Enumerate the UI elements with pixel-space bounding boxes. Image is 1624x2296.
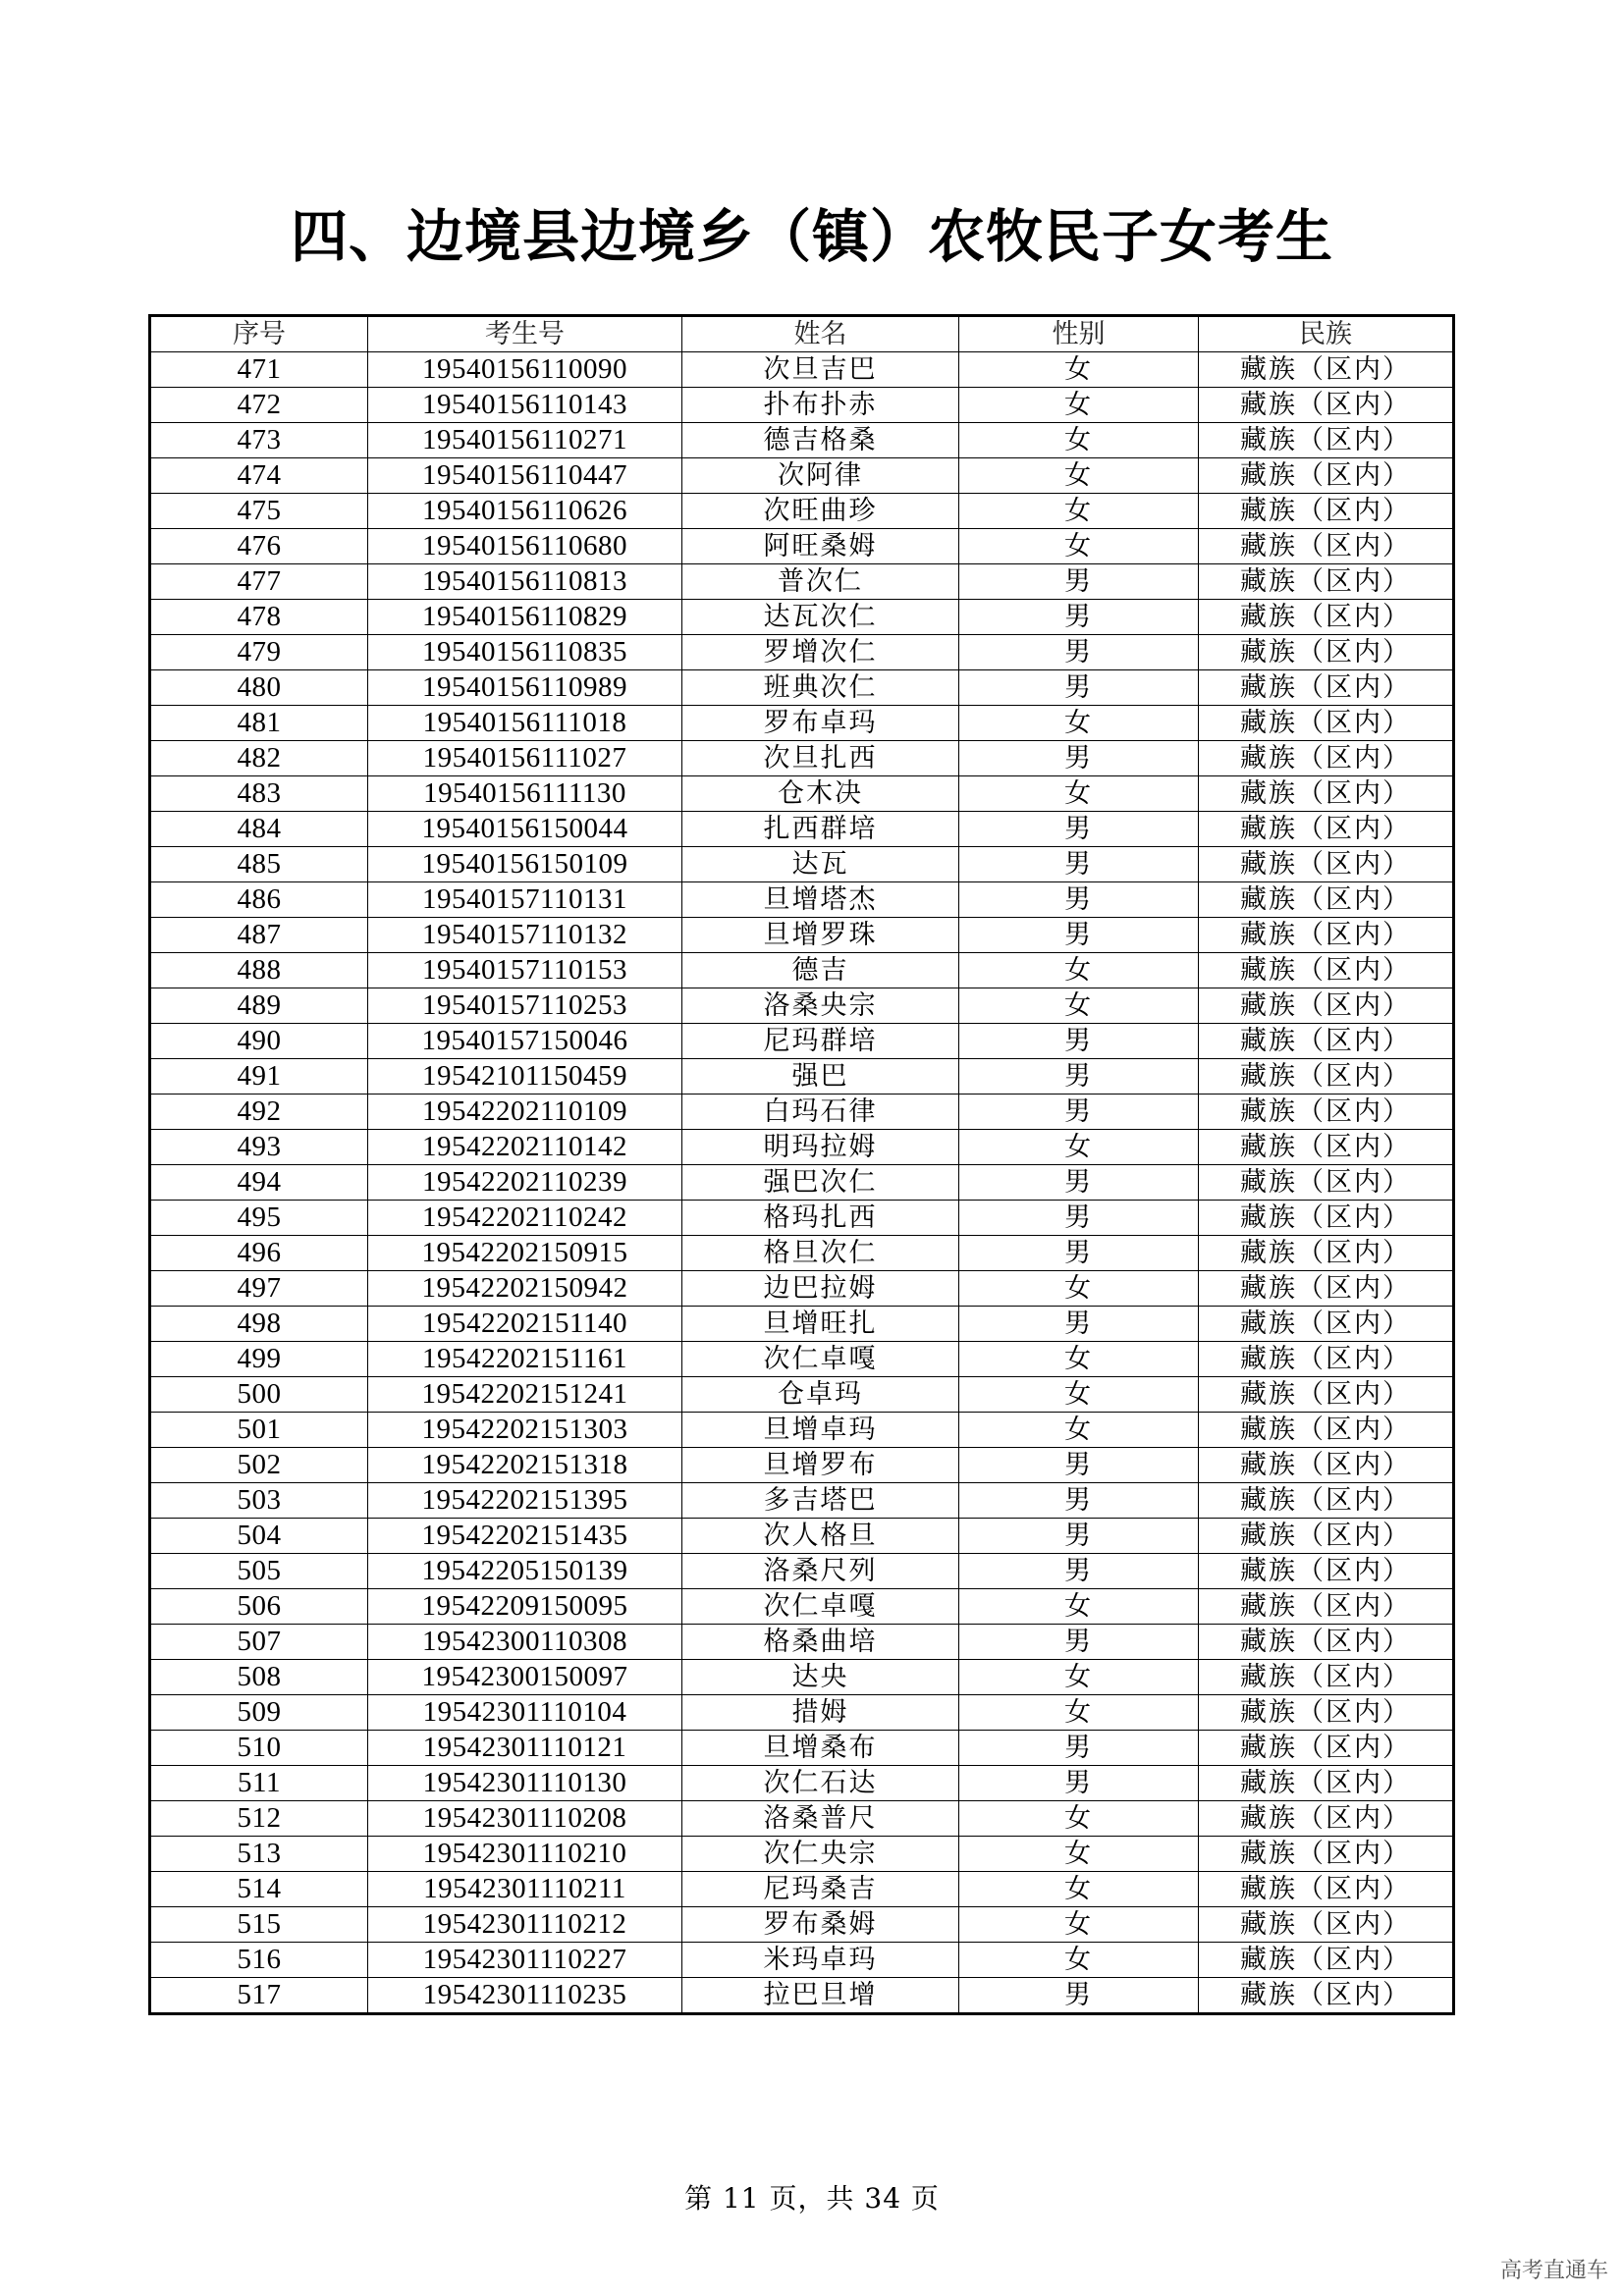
cell-name: 尼玛桑吉 xyxy=(682,1872,959,1907)
cell-ethnicity: 藏族（区内） xyxy=(1199,1271,1454,1307)
cell-serial-number: 498 xyxy=(150,1307,368,1342)
cell-candidate-id: 19542202150942 xyxy=(368,1271,682,1307)
cell-candidate-id: 19542209150095 xyxy=(368,1589,682,1625)
cell-candidate-id: 19542101150459 xyxy=(368,1059,682,1095)
cell-serial-number: 517 xyxy=(150,1978,368,2014)
cell-gender: 女 xyxy=(959,1837,1199,1872)
cell-ethnicity: 藏族（区内） xyxy=(1199,1448,1454,1483)
cell-serial-number: 474 xyxy=(150,458,368,494)
table-row xyxy=(150,1024,1454,1059)
cell-serial-number: 471 xyxy=(150,352,368,388)
cell-serial-number: 497 xyxy=(150,1271,368,1307)
table-row xyxy=(150,1271,1454,1307)
cell-serial-number: 495 xyxy=(150,1201,368,1236)
cell-candidate-id: 19540156111027 xyxy=(368,741,682,776)
cell-gender: 女 xyxy=(959,494,1199,529)
cell-candidate-id: 19540156111130 xyxy=(368,776,682,812)
table-row xyxy=(150,423,1454,458)
table-row xyxy=(150,1342,1454,1377)
cell-name: 达瓦 xyxy=(682,847,959,882)
cell-gender: 男 xyxy=(959,1766,1199,1801)
cell-candidate-id: 19540157110253 xyxy=(368,988,682,1024)
cell-gender: 女 xyxy=(959,1342,1199,1377)
cell-ethnicity: 藏族（区内） xyxy=(1199,706,1454,741)
table-row xyxy=(150,1413,1454,1448)
cell-candidate-id: 19542202151435 xyxy=(368,1519,682,1554)
cell-serial-number: 514 xyxy=(150,1872,368,1907)
cell-gender: 女 xyxy=(959,352,1199,388)
cell-gender: 女 xyxy=(959,458,1199,494)
table-row xyxy=(150,1731,1454,1766)
cell-candidate-id: 19542301110208 xyxy=(368,1801,682,1837)
cell-candidate-id: 19542202151395 xyxy=(368,1483,682,1519)
cell-ethnicity: 藏族（区内） xyxy=(1199,352,1454,388)
cell-ethnicity: 藏族（区内） xyxy=(1199,1943,1454,1978)
cell-gender: 女 xyxy=(959,1801,1199,1837)
cell-serial-number: 489 xyxy=(150,988,368,1024)
cell-serial-number: 503 xyxy=(150,1483,368,1519)
cell-gender: 男 xyxy=(959,600,1199,635)
table-row xyxy=(150,1695,1454,1731)
cell-ethnicity: 藏族（区内） xyxy=(1199,1342,1454,1377)
cell-ethnicity: 藏族（区内） xyxy=(1199,918,1454,953)
table-row xyxy=(150,1095,1454,1130)
table-row xyxy=(150,1130,1454,1165)
cell-name: 多吉塔巴 xyxy=(682,1483,959,1519)
table-row xyxy=(150,1943,1454,1978)
table-row xyxy=(150,1660,1454,1695)
cell-candidate-id: 19542301110212 xyxy=(368,1907,682,1943)
page-number-footer: 第 11 页，共 34 页 xyxy=(684,2182,940,2215)
table-row xyxy=(150,1201,1454,1236)
cell-gender: 女 xyxy=(959,776,1199,812)
cell-candidate-id: 19542301110104 xyxy=(368,1695,682,1731)
cell-name: 罗布卓玛 xyxy=(682,706,959,741)
header-candidate-id: 考生号 xyxy=(368,316,682,352)
table-row xyxy=(150,1059,1454,1095)
cell-serial-number: 490 xyxy=(150,1024,368,1059)
cell-serial-number: 487 xyxy=(150,918,368,953)
cell-name: 达瓦次仁 xyxy=(682,600,959,635)
cell-name: 拉巴旦增 xyxy=(682,1978,959,2014)
cell-serial-number: 506 xyxy=(150,1589,368,1625)
cell-serial-number: 510 xyxy=(150,1731,368,1766)
candidate-table xyxy=(148,314,1455,2015)
table-row xyxy=(150,1377,1454,1413)
cell-serial-number: 472 xyxy=(150,388,368,423)
cell-name: 旦增卓玛 xyxy=(682,1413,959,1448)
table-row xyxy=(150,1307,1454,1342)
cell-ethnicity: 藏族（区内） xyxy=(1199,1766,1454,1801)
cell-ethnicity: 藏族（区内） xyxy=(1199,388,1454,423)
cell-name: 次旦吉巴 xyxy=(682,352,959,388)
cell-gender: 男 xyxy=(959,1236,1199,1271)
cell-candidate-id: 19540157110153 xyxy=(368,953,682,988)
cell-gender: 男 xyxy=(959,1625,1199,1660)
cell-serial-number: 516 xyxy=(150,1943,368,1978)
cell-name: 扑布扑赤 xyxy=(682,388,959,423)
cell-ethnicity: 藏族（区内） xyxy=(1199,1201,1454,1236)
table-row xyxy=(150,388,1454,423)
cell-ethnicity: 藏族（区内） xyxy=(1199,776,1454,812)
cell-serial-number: 504 xyxy=(150,1519,368,1554)
cell-name: 德吉 xyxy=(682,953,959,988)
cell-candidate-id: 19540156150044 xyxy=(368,812,682,847)
table-body xyxy=(150,352,1454,2014)
cell-ethnicity: 藏族（区内） xyxy=(1199,1377,1454,1413)
cell-candidate-id: 19540156110447 xyxy=(368,458,682,494)
cell-name: 仓木决 xyxy=(682,776,959,812)
cell-gender: 男 xyxy=(959,1554,1199,1589)
cell-ethnicity: 藏族（区内） xyxy=(1199,1801,1454,1837)
table-row xyxy=(150,741,1454,776)
cell-name: 格桑曲培 xyxy=(682,1625,959,1660)
cell-gender: 女 xyxy=(959,1943,1199,1978)
cell-candidate-id: 19542202150915 xyxy=(368,1236,682,1271)
table-row xyxy=(150,635,1454,670)
cell-serial-number: 484 xyxy=(150,812,368,847)
cell-gender: 女 xyxy=(959,1695,1199,1731)
cell-serial-number: 477 xyxy=(150,564,368,600)
cell-gender: 男 xyxy=(959,1978,1199,2014)
cell-name: 扎西群培 xyxy=(682,812,959,847)
cell-candidate-id: 19542202110239 xyxy=(368,1165,682,1201)
cell-serial-number: 483 xyxy=(150,776,368,812)
cell-gender: 男 xyxy=(959,1095,1199,1130)
table-row xyxy=(150,776,1454,812)
cell-serial-number: 500 xyxy=(150,1377,368,1413)
cell-serial-number: 502 xyxy=(150,1448,368,1483)
cell-ethnicity: 藏族（区内） xyxy=(1199,1130,1454,1165)
cell-ethnicity: 藏族（区内） xyxy=(1199,1059,1454,1095)
cell-name: 次仁卓嘎 xyxy=(682,1589,959,1625)
cell-name: 次仁央宗 xyxy=(682,1837,959,1872)
cell-gender: 男 xyxy=(959,1059,1199,1095)
cell-candidate-id: 19540156110835 xyxy=(368,635,682,670)
cell-name: 洛桑尺列 xyxy=(682,1554,959,1589)
cell-ethnicity: 藏族（区内） xyxy=(1199,1095,1454,1130)
cell-candidate-id: 19542202151318 xyxy=(368,1448,682,1483)
table-row xyxy=(150,458,1454,494)
cell-ethnicity: 藏族（区内） xyxy=(1199,1483,1454,1519)
cell-ethnicity: 藏族（区内） xyxy=(1199,847,1454,882)
cell-name: 洛桑普尺 xyxy=(682,1801,959,1837)
cell-ethnicity: 藏族（区内） xyxy=(1199,494,1454,529)
cell-name: 次旺曲珍 xyxy=(682,494,959,529)
cell-name: 旦增旺扎 xyxy=(682,1307,959,1342)
cell-gender: 男 xyxy=(959,1483,1199,1519)
cell-name: 仓卓玛 xyxy=(682,1377,959,1413)
cell-name: 旦增桑布 xyxy=(682,1731,959,1766)
cell-serial-number: 515 xyxy=(150,1907,368,1943)
cell-gender: 女 xyxy=(959,1130,1199,1165)
cell-gender: 女 xyxy=(959,1413,1199,1448)
cell-name: 罗增次仁 xyxy=(682,635,959,670)
cell-gender: 女 xyxy=(959,1872,1199,1907)
cell-name: 阿旺桑姆 xyxy=(682,529,959,564)
cell-ethnicity: 藏族（区内） xyxy=(1199,670,1454,706)
table-row xyxy=(150,988,1454,1024)
cell-ethnicity: 藏族（区内） xyxy=(1199,564,1454,600)
cell-serial-number: 486 xyxy=(150,882,368,918)
cell-gender: 男 xyxy=(959,741,1199,776)
cell-gender: 男 xyxy=(959,1165,1199,1201)
cell-name: 洛桑央宗 xyxy=(682,988,959,1024)
cell-name: 格玛扎西 xyxy=(682,1201,959,1236)
cell-ethnicity: 藏族（区内） xyxy=(1199,1165,1454,1201)
cell-ethnicity: 藏族（区内） xyxy=(1199,1837,1454,1872)
cell-gender: 男 xyxy=(959,1201,1199,1236)
cell-name: 班典次仁 xyxy=(682,670,959,706)
cell-ethnicity: 藏族（区内） xyxy=(1199,1307,1454,1342)
cell-serial-number: 480 xyxy=(150,670,368,706)
cell-candidate-id: 19542202110109 xyxy=(368,1095,682,1130)
cell-candidate-id: 19542300150097 xyxy=(368,1660,682,1695)
cell-ethnicity: 藏族（区内） xyxy=(1199,1907,1454,1943)
cell-serial-number: 479 xyxy=(150,635,368,670)
cell-ethnicity: 藏族（区内） xyxy=(1199,812,1454,847)
cell-name: 次阿律 xyxy=(682,458,959,494)
cell-gender: 男 xyxy=(959,1731,1199,1766)
cell-candidate-id: 19542202110142 xyxy=(368,1130,682,1165)
cell-gender: 男 xyxy=(959,882,1199,918)
cell-serial-number: 481 xyxy=(150,706,368,741)
cell-ethnicity: 藏族（区内） xyxy=(1199,1872,1454,1907)
cell-gender: 女 xyxy=(959,1589,1199,1625)
table-row xyxy=(150,1519,1454,1554)
cell-name: 次人格旦 xyxy=(682,1519,959,1554)
cell-gender: 女 xyxy=(959,953,1199,988)
cell-ethnicity: 藏族（区内） xyxy=(1199,600,1454,635)
cell-ethnicity: 藏族（区内） xyxy=(1199,1413,1454,1448)
table-row xyxy=(150,529,1454,564)
cell-candidate-id: 19542202151140 xyxy=(368,1307,682,1342)
cell-name: 旦增罗布 xyxy=(682,1448,959,1483)
cell-ethnicity: 藏族（区内） xyxy=(1199,1625,1454,1660)
cell-serial-number: 493 xyxy=(150,1130,368,1165)
cell-candidate-id: 19542301110211 xyxy=(368,1872,682,1907)
table-row xyxy=(150,1483,1454,1519)
cell-gender: 男 xyxy=(959,812,1199,847)
cell-candidate-id: 19540156110271 xyxy=(368,423,682,458)
cell-candidate-id: 19542202110242 xyxy=(368,1201,682,1236)
cell-ethnicity: 藏族（区内） xyxy=(1199,1978,1454,2014)
cell-ethnicity: 藏族（区内） xyxy=(1199,1519,1454,1554)
cell-name: 米玛卓玛 xyxy=(682,1943,959,1978)
cell-candidate-id: 19542301110227 xyxy=(368,1943,682,1978)
table-row xyxy=(150,1625,1454,1660)
cell-candidate-id: 19540156110829 xyxy=(368,600,682,635)
cell-name: 达央 xyxy=(682,1660,959,1695)
cell-gender: 女 xyxy=(959,706,1199,741)
cell-name: 措姆 xyxy=(682,1695,959,1731)
cell-name: 明玛拉姆 xyxy=(682,1130,959,1165)
cell-gender: 女 xyxy=(959,1660,1199,1695)
cell-gender: 女 xyxy=(959,1907,1199,1943)
table-row xyxy=(150,1907,1454,1943)
cell-name: 旦增塔杰 xyxy=(682,882,959,918)
cell-serial-number: 507 xyxy=(150,1625,368,1660)
cell-gender: 女 xyxy=(959,1271,1199,1307)
cell-serial-number: 492 xyxy=(150,1095,368,1130)
cell-ethnicity: 藏族（区内） xyxy=(1199,882,1454,918)
cell-candidate-id: 19540157110131 xyxy=(368,882,682,918)
cell-candidate-id: 19540156150109 xyxy=(368,847,682,882)
cell-candidate-id: 19542301110235 xyxy=(368,1978,682,2014)
cell-serial-number: 473 xyxy=(150,423,368,458)
cell-serial-number: 509 xyxy=(150,1695,368,1731)
cell-serial-number: 513 xyxy=(150,1837,368,1872)
cell-gender: 男 xyxy=(959,847,1199,882)
cell-ethnicity: 藏族（区内） xyxy=(1199,1660,1454,1695)
cell-candidate-id: 19542205150139 xyxy=(368,1554,682,1589)
cell-ethnicity: 藏族（区内） xyxy=(1199,1554,1454,1589)
cell-name: 次旦扎西 xyxy=(682,741,959,776)
table-row xyxy=(150,670,1454,706)
cell-ethnicity: 藏族（区内） xyxy=(1199,423,1454,458)
cell-ethnicity: 藏族（区内） xyxy=(1199,458,1454,494)
cell-gender: 女 xyxy=(959,423,1199,458)
table-row xyxy=(150,1236,1454,1271)
cell-candidate-id: 19542202151161 xyxy=(368,1342,682,1377)
cell-candidate-id: 19542301110130 xyxy=(368,1766,682,1801)
cell-candidate-id: 19540156110090 xyxy=(368,352,682,388)
cell-gender: 男 xyxy=(959,1448,1199,1483)
cell-gender: 女 xyxy=(959,388,1199,423)
cell-candidate-id: 19542202151303 xyxy=(368,1413,682,1448)
cell-serial-number: 485 xyxy=(150,847,368,882)
cell-candidate-id: 19542301110121 xyxy=(368,1731,682,1766)
cell-serial-number: 482 xyxy=(150,741,368,776)
cell-name: 强巴 xyxy=(682,1059,959,1095)
cell-serial-number: 488 xyxy=(150,953,368,988)
cell-gender: 女 xyxy=(959,529,1199,564)
cell-ethnicity: 藏族（区内） xyxy=(1199,953,1454,988)
table-row xyxy=(150,1766,1454,1801)
cell-name: 边巴拉姆 xyxy=(682,1271,959,1307)
cell-name: 旦增罗珠 xyxy=(682,918,959,953)
cell-ethnicity: 藏族（区内） xyxy=(1199,988,1454,1024)
table-row xyxy=(150,352,1454,388)
cell-serial-number: 475 xyxy=(150,494,368,529)
table-row xyxy=(150,494,1454,529)
cell-name: 德吉格桑 xyxy=(682,423,959,458)
table-row xyxy=(150,1801,1454,1837)
cell-candidate-id: 19540156110989 xyxy=(368,670,682,706)
cell-candidate-id: 19542301110210 xyxy=(368,1837,682,1872)
cell-ethnicity: 藏族（区内） xyxy=(1199,635,1454,670)
table-row xyxy=(150,1448,1454,1483)
cell-name: 格旦次仁 xyxy=(682,1236,959,1271)
table-row xyxy=(150,1837,1454,1872)
cell-gender: 男 xyxy=(959,1024,1199,1059)
table-row xyxy=(150,706,1454,741)
header-gender: 性别 xyxy=(959,316,1199,352)
cell-serial-number: 512 xyxy=(150,1801,368,1837)
cell-ethnicity: 藏族（区内） xyxy=(1199,1695,1454,1731)
cell-candidate-id: 19542300110308 xyxy=(368,1625,682,1660)
table-row xyxy=(150,847,1454,882)
cell-gender: 女 xyxy=(959,1377,1199,1413)
table-row xyxy=(150,953,1454,988)
table-row xyxy=(150,1165,1454,1201)
table-row xyxy=(150,918,1454,953)
cell-serial-number: 508 xyxy=(150,1660,368,1695)
cell-gender: 男 xyxy=(959,564,1199,600)
cell-serial-number: 494 xyxy=(150,1165,368,1201)
cell-name: 强巴次仁 xyxy=(682,1165,959,1201)
cell-gender: 男 xyxy=(959,670,1199,706)
table-row xyxy=(150,1554,1454,1589)
table-row xyxy=(150,564,1454,600)
header-name: 姓名 xyxy=(682,316,959,352)
cell-candidate-id: 19540156110143 xyxy=(368,388,682,423)
cell-candidate-id: 19542202151241 xyxy=(368,1377,682,1413)
cell-gender: 男 xyxy=(959,1519,1199,1554)
cell-serial-number: 499 xyxy=(150,1342,368,1377)
table-row xyxy=(150,600,1454,635)
cell-name: 白玛石律 xyxy=(682,1095,959,1130)
page-title: 四、边境县边境乡（镇）农牧民子女考生 xyxy=(290,203,1333,270)
cell-gender: 男 xyxy=(959,635,1199,670)
cell-ethnicity: 藏族（区内） xyxy=(1199,1024,1454,1059)
watermark-text: 高考直通车 xyxy=(1499,2259,1608,2283)
cell-serial-number: 511 xyxy=(150,1766,368,1801)
table-header-row xyxy=(150,316,1454,352)
cell-name: 尼玛群培 xyxy=(682,1024,959,1059)
cell-ethnicity: 藏族（区内） xyxy=(1199,741,1454,776)
cell-candidate-id: 19540156110680 xyxy=(368,529,682,564)
cell-gender: 男 xyxy=(959,918,1199,953)
table-row xyxy=(150,1978,1454,2014)
header-serial-number: 序号 xyxy=(150,316,368,352)
cell-name: 次仁卓嘎 xyxy=(682,1342,959,1377)
cell-serial-number: 491 xyxy=(150,1059,368,1095)
cell-ethnicity: 藏族（区内） xyxy=(1199,529,1454,564)
cell-ethnicity: 藏族（区内） xyxy=(1199,1731,1454,1766)
cell-gender: 男 xyxy=(959,1307,1199,1342)
cell-serial-number: 476 xyxy=(150,529,368,564)
table-row xyxy=(150,1872,1454,1907)
cell-ethnicity: 藏族（区内） xyxy=(1199,1589,1454,1625)
table-row xyxy=(150,1589,1454,1625)
cell-candidate-id: 19540157110132 xyxy=(368,918,682,953)
cell-serial-number: 505 xyxy=(150,1554,368,1589)
cell-serial-number: 496 xyxy=(150,1236,368,1271)
header-ethnicity: 民族 xyxy=(1199,316,1454,352)
cell-serial-number: 478 xyxy=(150,600,368,635)
cell-ethnicity: 藏族（区内） xyxy=(1199,1236,1454,1271)
table-row xyxy=(150,882,1454,918)
cell-name: 罗布桑姆 xyxy=(682,1907,959,1943)
cell-candidate-id: 19540156110626 xyxy=(368,494,682,529)
table-row xyxy=(150,812,1454,847)
cell-name: 普次仁 xyxy=(682,564,959,600)
cell-candidate-id: 19540156110813 xyxy=(368,564,682,600)
cell-serial-number: 501 xyxy=(150,1413,368,1448)
cell-candidate-id: 19540157150046 xyxy=(368,1024,682,1059)
cell-gender: 女 xyxy=(959,988,1199,1024)
cell-candidate-id: 19540156111018 xyxy=(368,706,682,741)
cell-name: 次仁石达 xyxy=(682,1766,959,1801)
